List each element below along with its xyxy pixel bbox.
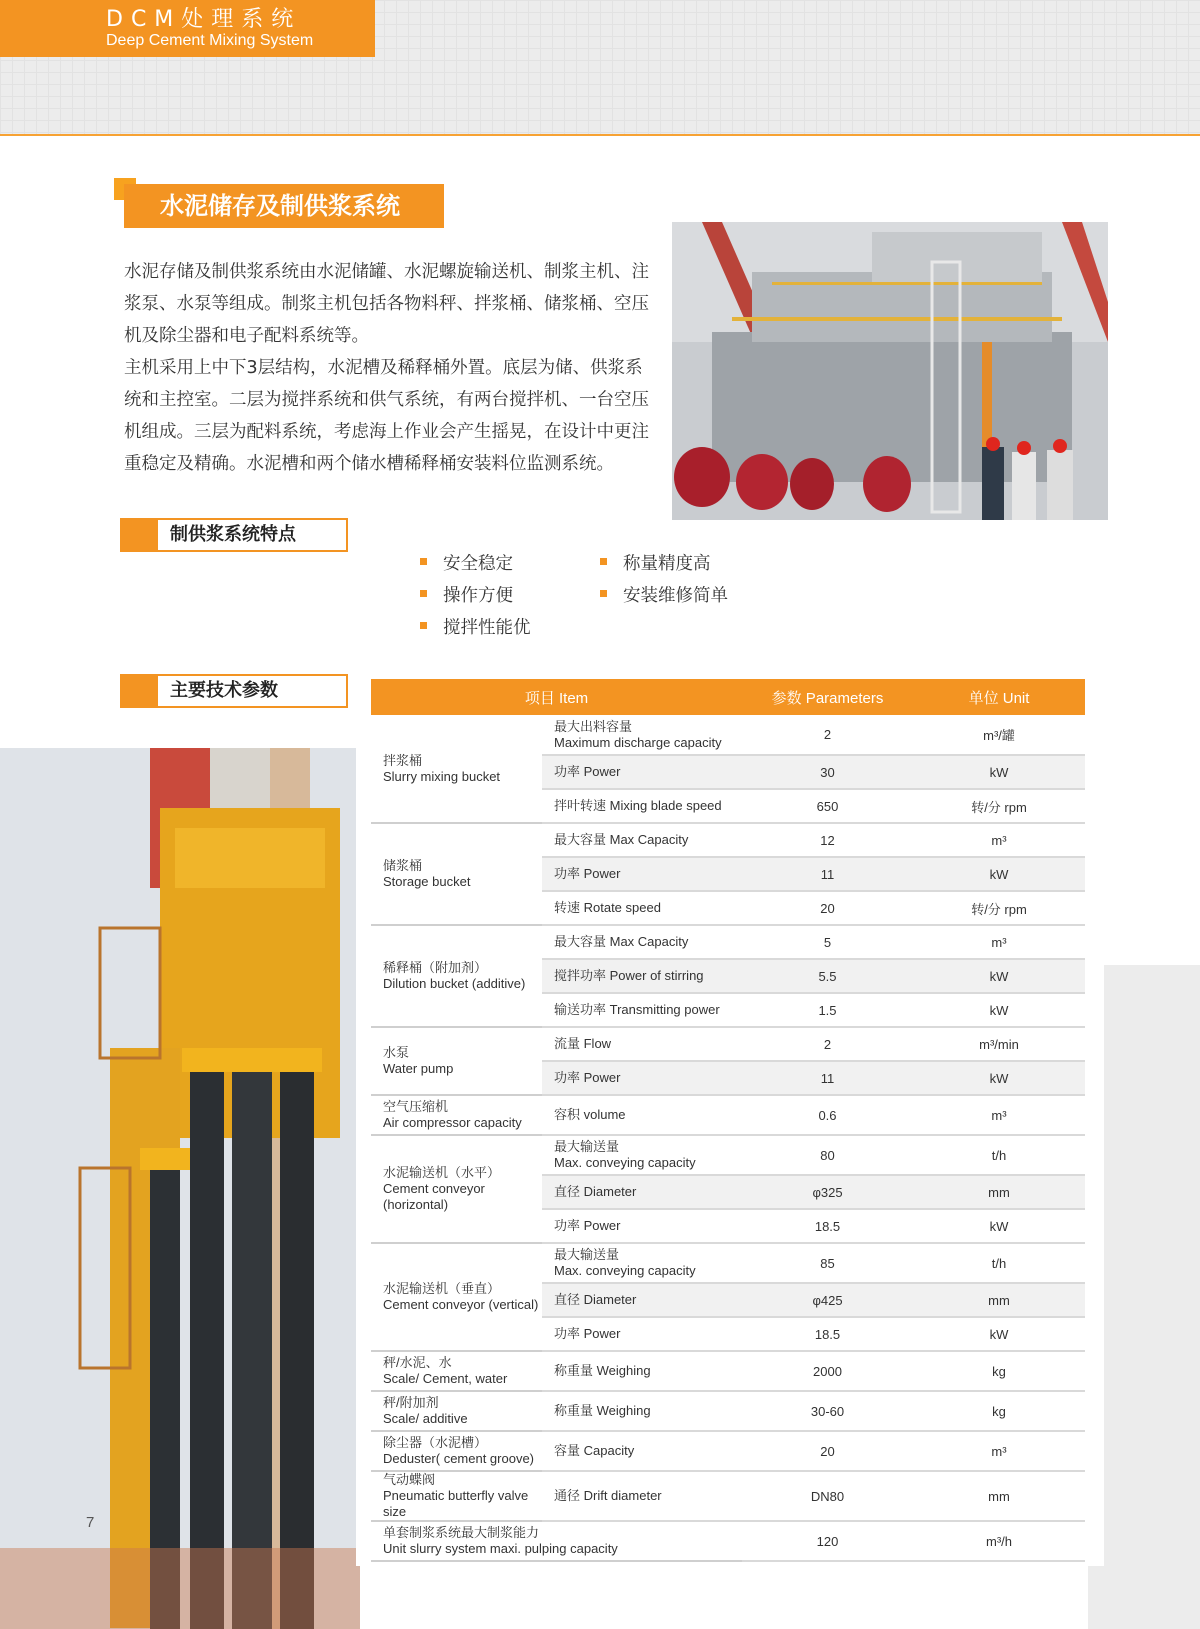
table-row <box>371 715 1085 755</box>
params-heading-label: 主要技术参数 <box>170 680 278 701</box>
group-label-cn: 除尘器（水泥槽） <box>383 1435 488 1450</box>
group-label-cn: 秤/附加剂 <box>383 1395 439 1410</box>
group-label-en: Slurry mixing bucket <box>383 768 501 784</box>
bullet-icon <box>420 558 427 565</box>
unit-cell: m³ <box>913 1431 1085 1471</box>
feature-item: 称量精度高 <box>600 552 800 576</box>
heading-accent-bar <box>122 676 158 706</box>
group-label-cn: 水泵 <box>383 1045 410 1060</box>
value-cell: DN80 <box>742 1471 913 1521</box>
item-en: Maximum discharge capacity <box>554 734 722 750</box>
item-cell: 功率 Power <box>542 857 742 891</box>
item-en: Max. conveying capacity <box>554 1263 696 1278</box>
item-cell: 功率 Power <box>542 755 742 789</box>
item-cell: 称重量 Weighing <box>542 1391 742 1431</box>
item-cell: 容积 volume <box>542 1095 742 1135</box>
table-row <box>371 1135 1085 1175</box>
item-en: Max. conveying capacity <box>554 1155 696 1170</box>
value-cell: φ325 <box>742 1175 913 1209</box>
unit-cell: t/h <box>913 1243 1085 1283</box>
value-cell: 18.5 <box>742 1317 913 1351</box>
header-tab <box>0 0 375 57</box>
group-label-en: Scale/ Cement, water <box>383 1371 508 1386</box>
group-label-en: Water pump <box>383 1061 454 1076</box>
table-row <box>371 1095 1085 1135</box>
group-label-en: Unit slurry system maxi. pulping capacity <box>383 1541 618 1556</box>
unit-cell: kW <box>913 1317 1085 1351</box>
item-cell: 容量 Capacity <box>542 1431 742 1471</box>
group-label-en: Scale/ additive <box>383 1411 468 1426</box>
feature-item: 安装维修简单 <box>600 584 800 608</box>
grey-background-block <box>1088 965 1200 1629</box>
value-cell: 11 <box>742 857 913 891</box>
value-cell: 5.5 <box>742 959 913 993</box>
value-cell: 30 <box>742 755 913 789</box>
item-cell: 最大容量 Max Capacity <box>542 823 742 857</box>
header-title-cn: DCM处理系统 <box>106 7 302 32</box>
bullet-icon <box>420 590 427 597</box>
value-cell: φ425 <box>742 1283 913 1317</box>
unit-cell: m³ <box>913 925 1085 959</box>
item-cell <box>542 1135 742 1175</box>
group-label <box>371 1135 542 1243</box>
params-heading <box>120 674 348 708</box>
group-label <box>371 1391 542 1431</box>
value-cell: 1.5 <box>742 993 913 1027</box>
group-label-cn: 秤/水泥、水 <box>383 1355 452 1370</box>
group-label-cn: 水泥输送机（水平） <box>383 1165 501 1180</box>
unit-cell: kg <box>913 1351 1085 1391</box>
value-cell: 20 <box>742 1431 913 1471</box>
value-cell: 2 <box>742 715 913 755</box>
unit-cell: mm <box>913 1283 1085 1317</box>
bullet-icon <box>420 622 427 629</box>
group-label <box>371 925 542 1027</box>
unit-cell: kW <box>913 1209 1085 1243</box>
item-cell <box>542 715 742 755</box>
value-cell: 30-60 <box>742 1391 913 1431</box>
item-cell: 最大容量 Max Capacity <box>542 925 742 959</box>
intro-paragraph-2: 主机采用上中下3层结构，水泥槽及稀释桶外置。底层为储、供浆系统和主控室。二层为搅拌系统和供气系统，有两台搅拌机、一台空压机组成。三层为配料系统，考虑海上作业会产生摇晃，在设计中更注重稳定及精确。水泥槽和两个储水槽稀释桶安装料位监测系统。 <box>124 358 649 474</box>
value-cell: 11 <box>742 1061 913 1095</box>
group-label-en: Air compressor capacity <box>383 1115 522 1130</box>
value-cell: 120 <box>742 1521 913 1561</box>
features-heading-label: 制供浆系统特点 <box>170 524 296 545</box>
group-label <box>371 823 542 925</box>
group-label-en: Dilution bucket (additive) <box>383 976 526 991</box>
value-cell: 650 <box>742 789 913 823</box>
table-row <box>371 1471 1085 1521</box>
item-cn: 最大出料容量 <box>554 718 633 734</box>
parameters-table <box>371 679 1085 1562</box>
page-number: 7 <box>86 1514 95 1531</box>
group-label <box>371 1243 542 1351</box>
heading-accent-bar <box>122 520 158 550</box>
value-cell: 20 <box>742 891 913 925</box>
unit-cell: m³ <box>913 823 1085 857</box>
item-cell: 搅拌功率 Power of stirring <box>542 959 742 993</box>
unit-cell: mm <box>913 1175 1085 1209</box>
item-cell: 流量 Flow <box>542 1027 742 1061</box>
value-cell: 18.5 <box>742 1209 913 1243</box>
group-label-cn: 空气压缩机 <box>383 1099 449 1114</box>
intro-text <box>124 256 658 480</box>
group-label-cn: 储浆桶 <box>383 858 423 873</box>
table-row <box>371 1243 1085 1283</box>
feature-item: 搅拌性能优 <box>420 616 620 640</box>
item-cell: 转速 Rotate speed <box>542 891 742 925</box>
value-cell: 5 <box>742 925 913 959</box>
item-cell: 直径 Diameter <box>542 1283 742 1317</box>
item-cell <box>542 1243 742 1283</box>
value-cell: 0.6 <box>742 1095 913 1135</box>
unit-cell: kW <box>913 959 1085 993</box>
unit-cell: m³/h <box>913 1521 1085 1561</box>
table-row <box>371 925 1085 959</box>
group-label <box>371 1351 542 1391</box>
item-cn: 最大输送量 <box>554 1247 620 1262</box>
group-label <box>371 1471 542 1521</box>
value-cell: 2 <box>742 1027 913 1061</box>
unit-cell: mm <box>913 1471 1085 1521</box>
table-row <box>371 1351 1085 1391</box>
slurry-plant-photo <box>672 222 1108 520</box>
group-label <box>371 715 542 823</box>
value-cell: 2000 <box>742 1351 913 1391</box>
unit-cell: 转/分 rpm <box>913 789 1085 823</box>
group-label <box>371 1521 742 1561</box>
table-row <box>371 1391 1085 1431</box>
group-label <box>371 1027 542 1095</box>
group-label-cn: 气动蝶阀 <box>383 1472 436 1487</box>
item-cell: 通径 Drift diameter <box>542 1471 742 1521</box>
table-row-total-capacity <box>371 1521 1085 1561</box>
unit-cell: m³/min <box>913 1027 1085 1061</box>
group-label-en: (horizontal) <box>383 1197 449 1212</box>
item-cn: 最大输送量 <box>554 1139 620 1154</box>
group-label-cn: 水泥输送机（垂直） <box>383 1281 501 1296</box>
item-cell: 功率 Power <box>542 1061 742 1095</box>
table-row <box>371 1027 1085 1061</box>
intro-paragraph-1: 水泥存储及制供浆系统由水泥储罐、水泥螺旋输送机、制浆主机、注浆泵、水泵等组成。制浆主机包括各物料秤、拌浆桶、储浆桶、空压机及除尘器和电子配料系统等。 <box>124 262 649 346</box>
feature-item: 操作方便 <box>420 584 620 608</box>
header-item: 项目 Item <box>371 679 742 715</box>
item-cell: 拌叶转速 Mixing blade speed <box>542 789 742 823</box>
features-heading <box>120 518 348 552</box>
header-title-en: Deep Cement Mixing System <box>106 32 314 49</box>
group-label-en: Cement conveyor (vertical) <box>383 1297 539 1312</box>
table-header-row <box>371 679 1085 715</box>
section-title: 水泥储存及制供浆系统 <box>124 184 444 228</box>
unit-cell: kW <box>913 755 1085 789</box>
unit-cell: kW <box>913 857 1085 891</box>
unit-cell: t/h <box>913 1135 1085 1175</box>
bullet-icon <box>600 590 607 597</box>
drilling-rig-photo <box>0 748 360 1629</box>
item-cell: 输送功率 Transmitting power <box>542 993 742 1027</box>
header-params: 参数 Parameters <box>742 679 913 715</box>
group-label <box>371 1095 542 1135</box>
value-cell: 12 <box>742 823 913 857</box>
group-label-en: Storage bucket <box>383 874 471 889</box>
header-unit: 单位 Unit <box>913 679 1085 715</box>
value-cell: 85 <box>742 1243 913 1283</box>
group-label-cn: 拌浆桶 <box>383 752 423 768</box>
feature-item: 安全稳定 <box>420 552 620 576</box>
item-cell: 功率 Power <box>542 1209 742 1243</box>
unit-cell: m³ <box>913 1095 1085 1135</box>
table-row <box>371 823 1085 857</box>
group-label-cn: 单套制浆系统最大制浆能力 <box>383 1525 540 1540</box>
group-label <box>371 1431 542 1471</box>
group-label-en: Deduster( cement groove) <box>383 1451 535 1466</box>
group-label-en: Cement conveyor <box>383 1181 485 1196</box>
unit-cell: 转/分 rpm <box>913 891 1085 925</box>
unit-cell: kW <box>913 993 1085 1027</box>
group-label-en: Pneumatic butterfly valve size <box>383 1488 529 1519</box>
group-label-cn: 稀释桶（附加剂） <box>383 960 488 975</box>
unit-cell: kW <box>913 1061 1085 1095</box>
bullet-icon <box>600 558 607 565</box>
unit-cell: m³/罐 <box>913 715 1085 755</box>
value-cell: 80 <box>742 1135 913 1175</box>
item-cell: 称重量 Weighing <box>542 1351 742 1391</box>
item-cell: 功率 Power <box>542 1317 742 1351</box>
table-row <box>371 1431 1085 1471</box>
unit-cell: kg <box>913 1391 1085 1431</box>
item-cell: 直径 Diameter <box>542 1175 742 1209</box>
